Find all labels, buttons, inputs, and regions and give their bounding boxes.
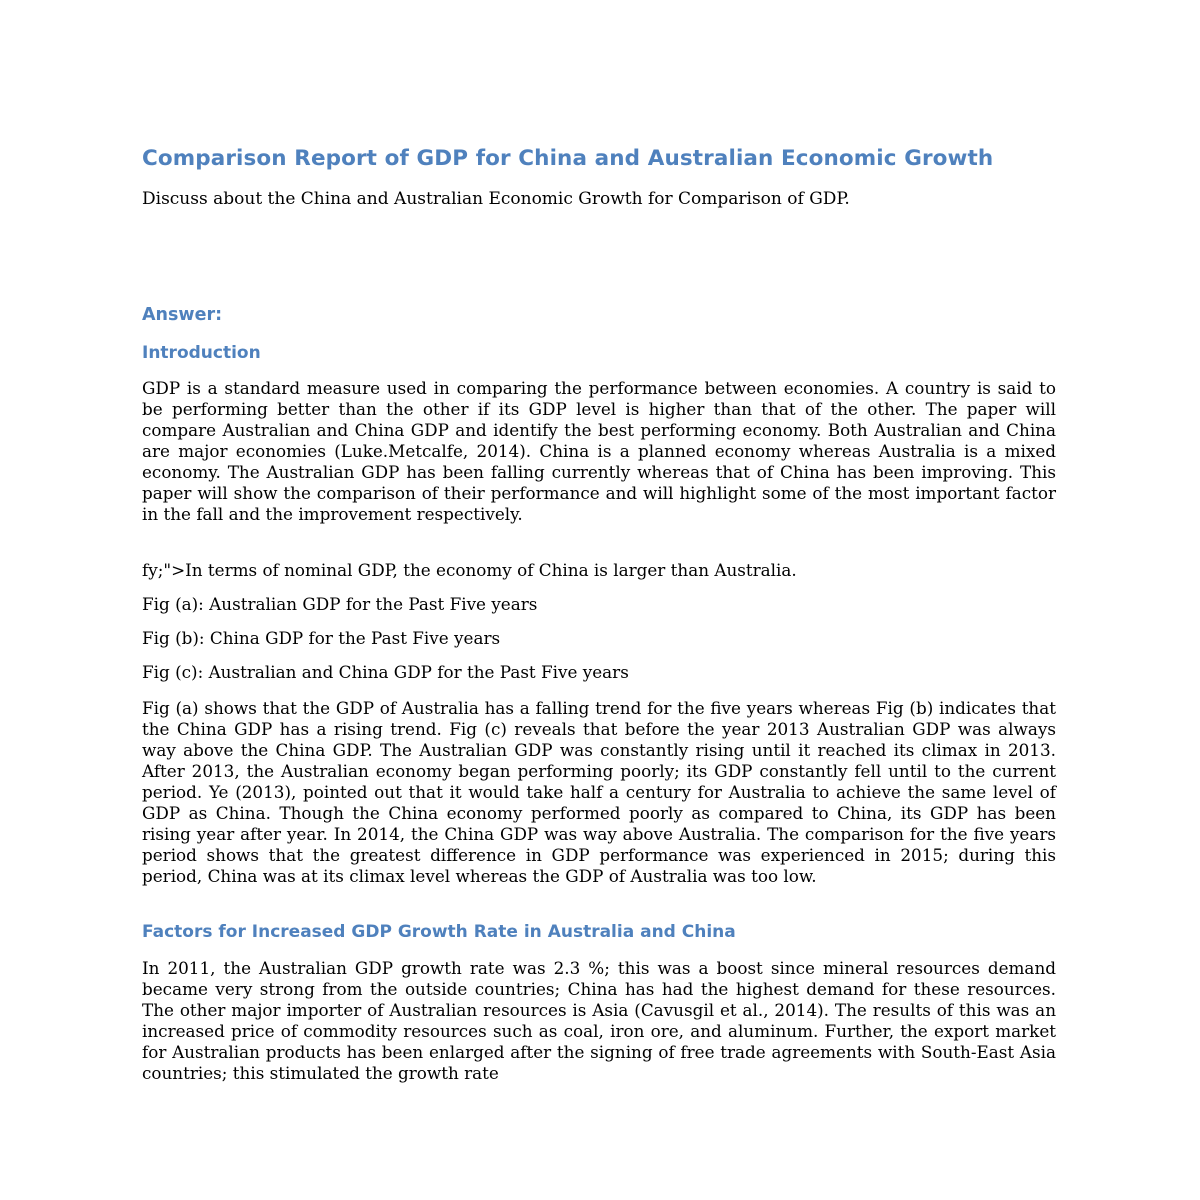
fig-c-caption: Fig (c): Australian and China GDP for the Past Five years <box>142 662 629 682</box>
comparison-paragraph: Fig (a) shows that the GDP of Australia has a falling trend for the five years whereas Fig (b) indicates that the China GDP has a rising trend. Fig (c) reveals that before the year 2013 Australian GDP was always way above the China GDP. The Australian GDP was constantly rising until it reached its climax in 2013. After 2013, the Australian economy began performing poorly; its GDP constantly fell until to the current period. Ye (2013), pointed out that it would take half a century for Australia to achieve the same level of GDP as China. Though the China economy performed poorly as compared to China, its GDP has been rising year after year. In 2014, the China GDP was way above Australia. The comparison for the five years period shows that the greatest difference in GDP performance was experienced in 2015; during this period, China was at its climax level whereas the GDP of Australia was too low. <box>142 698 1056 886</box>
introduction-heading: Introduction <box>142 343 261 363</box>
document-page <box>142 0 1056 1200</box>
question-text: Discuss about the China and Australian Economic Growth for Comparison of GDP. <box>142 189 850 209</box>
fig-a-caption: Fig (a): Australian GDP for the Past Five years <box>142 594 538 614</box>
document-title: Comparison Report of GDP for China and Australian Economic Growth <box>142 146 994 171</box>
factors-heading: Factors for Increased GDP Growth Rate in Australia and China <box>142 922 736 942</box>
factors-paragraph: In 2011, the Australian GDP growth rate was 2.3 %; this was a boost since mineral resources demand became very strong from the outside countries; China has had the highest demand for these resources. The other major importer of Australian resources is Asia (Cavusgil et al., 2014). The results of this was an increased price of commodity resources such as coal, iron ore, and aluminum. Further, the export market for Australian products has been enlarged after the signing of free trade agreements with South-East Asia countries; this stimulated the growth rate <box>142 958 1056 1083</box>
introduction-paragraph: GDP is a standard measure used in comparing the performance between economies. A country is said to be performing better than the other if its GDP level is higher than that of the other. The paper will compare Australian and China GDP and identify the best performing economy. Both Australian and China are major economies (Luke.Metcalfe, 2014). China is a planned economy whereas Australia is a mixed economy. The Australian GDP has been falling currently whereas that of China has been improving. This paper will show the comparison of their performance and will highlight some of the most important factor in the fall and the improvement respectively. <box>142 378 1056 524</box>
nominal-gdp-line: fy;">In terms of nominal GDP, the economy of China is larger than Australia. <box>142 560 797 580</box>
fig-b-caption: Fig (b): China GDP for the Past Five years <box>142 628 501 648</box>
answer-heading: Answer: <box>142 305 223 325</box>
